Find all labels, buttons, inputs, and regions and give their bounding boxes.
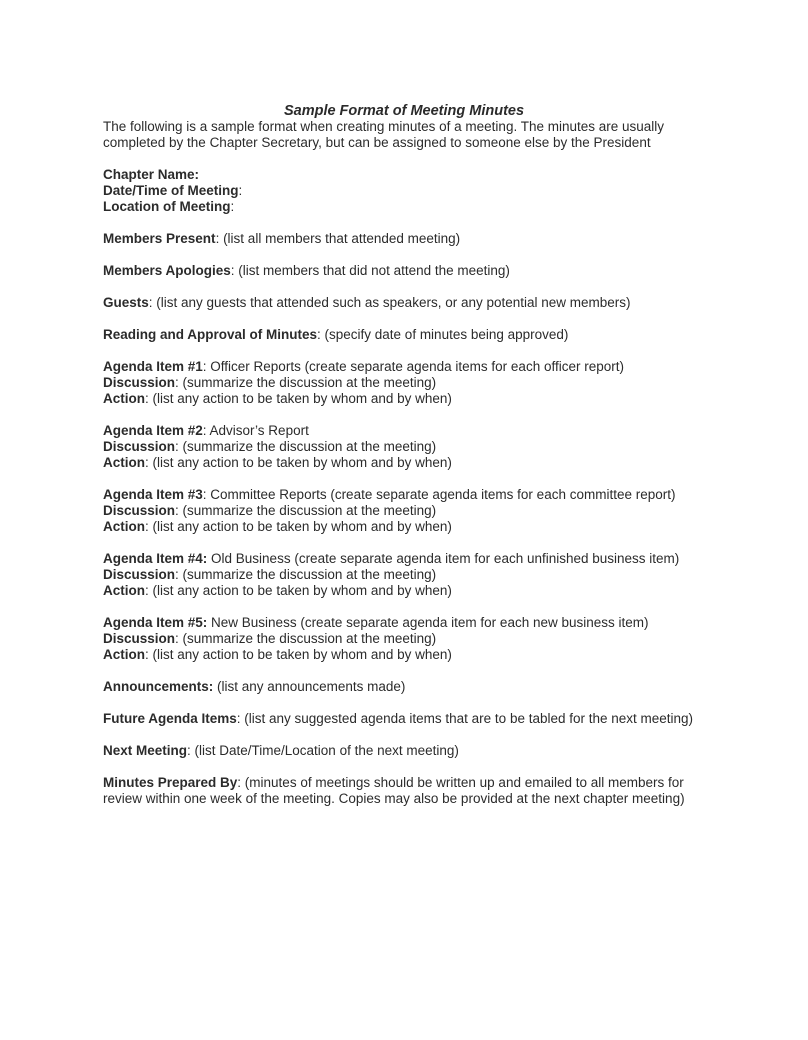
doc-line [103, 231, 705, 247]
field-text: : (summarize the discussion at the meeting) [175, 631, 437, 646]
section-members-apologies [103, 263, 705, 279]
field-text: : (list any suggested agenda items that are to be tabled for the next meeting) [236, 711, 694, 726]
doc-line [103, 583, 705, 599]
section-future-agenda-items [103, 711, 705, 727]
field-text: (list any announcements made) [213, 679, 406, 694]
field-label: Action [103, 455, 145, 470]
doc-line [103, 263, 705, 279]
field-text: : (minutes of meetings should be written up and emailed to all members for review within one week of the meeting. Copies may also be provided at the next chapter meeting) [103, 775, 685, 806]
field-label: Action [103, 519, 145, 534]
field-label: Discussion [103, 439, 176, 454]
field-label: Reading and Approval of Minutes [103, 327, 318, 342]
doc-line [103, 631, 705, 647]
field-label: Action [103, 647, 145, 662]
field-label: Discussion [103, 503, 176, 518]
doc-line [103, 423, 705, 439]
section-next-meeting [103, 743, 705, 759]
field-text: : [230, 199, 235, 214]
doc-line [103, 775, 705, 807]
doc-line [103, 487, 705, 503]
field-text: : (list all members that attended meeting) [215, 231, 461, 246]
field-text: : Committee Reports (create separate agenda items for each committee report) [202, 487, 676, 502]
doc-line [103, 439, 705, 455]
field-text: : (summarize the discussion at the meeting) [175, 439, 437, 454]
doc-line [103, 567, 705, 583]
field-label: Chapter Name: [103, 167, 200, 182]
doc-line [103, 359, 705, 375]
section-minutes-prepared-by [103, 775, 705, 807]
field-text: : (list any action to be taken by whom and by when) [145, 519, 452, 534]
field-text: : (list members that did not attend the meeting) [230, 263, 510, 278]
field-label: Agenda Item #2 [103, 423, 203, 438]
field-label: Action [103, 391, 145, 406]
field-label: Action [103, 583, 145, 598]
field-label: Discussion [103, 631, 176, 646]
field-text: : Advisor’s Report [202, 423, 309, 438]
doc-line [103, 711, 705, 727]
field-label: Location of Meeting [103, 199, 231, 214]
field-text: : Officer Reports (create separate agenda items for each officer report) [202, 359, 624, 374]
field-text: : (list any guests that attended such as speakers, or any potential new members) [148, 295, 631, 310]
field-label: Agenda Item #1 [103, 359, 203, 374]
field-text: : (summarize the discussion at the meeting) [175, 503, 437, 518]
page-title: Sample Format of Meeting Minutes [283, 103, 525, 119]
field-label: Members Present [103, 231, 216, 246]
doc-line [103, 375, 705, 391]
field-label: Minutes Prepared By [103, 775, 238, 790]
doc-line [103, 391, 705, 407]
doc-line [103, 167, 705, 183]
field-text: : (list any action to be taken by whom and by when) [145, 391, 452, 406]
field-text: : (summarize the discussion at the meeting) [175, 375, 437, 390]
field-label: Guests [103, 295, 149, 310]
section-agenda-item-3 [103, 487, 705, 535]
section-agenda-item-2 [103, 423, 705, 471]
field-label: Next Meeting [103, 743, 188, 758]
doc-line [103, 455, 705, 471]
doc-line [103, 519, 705, 535]
field-text: : (specify date of minutes being approved) [317, 327, 569, 342]
field-text: Old Business (create separate agenda item for each unfinished business item) [207, 551, 680, 566]
field-label: Members Apologies [103, 263, 231, 278]
doc-line [103, 327, 705, 343]
field-label: Agenda Item #4: [103, 551, 208, 566]
doc-line [103, 615, 705, 631]
field-text: : (list any action to be taken by whom and by when) [145, 583, 452, 598]
doc-line [103, 199, 705, 215]
field-text: : (list any action to be taken by whom and by when) [145, 455, 452, 470]
field-label: Agenda Item #3 [103, 487, 203, 502]
intro-paragraph: The following is a sample format when creating minutes of a meeting. The minutes are usually completed by the Chapter Secretary, but can be assigned to someone else by the President [103, 119, 665, 150]
field-text: : [238, 183, 243, 198]
doc-line [103, 295, 705, 311]
section-reading-and-approval [103, 327, 705, 343]
section-members-present [103, 231, 705, 247]
doc-line [103, 551, 705, 567]
field-text: : (summarize the discussion at the meeting) [175, 567, 437, 582]
field-text: : (list any action to be taken by whom and by when) [145, 647, 452, 662]
section-agenda-item-1 [103, 359, 705, 407]
section-header-fields [103, 167, 705, 215]
section-agenda-item-5 [103, 615, 705, 663]
field-label: Date/Time of Meeting [103, 183, 239, 198]
field-label: Announcements: [103, 679, 214, 694]
section-agenda-item-4 [103, 551, 705, 599]
field-label: Agenda Item #5: [103, 615, 208, 630]
field-text: : (list Date/Time/Location of the next meeting) [187, 743, 459, 758]
doc-line [103, 743, 705, 759]
field-text: New Business (create separate agenda item for each new business item) [207, 615, 649, 630]
doc-line [103, 183, 705, 199]
section-guests [103, 295, 705, 311]
field-label: Discussion [103, 567, 176, 582]
field-label: Discussion [103, 375, 176, 390]
doc-line [103, 679, 705, 695]
doc-line [103, 503, 705, 519]
field-label: Future Agenda Items [103, 711, 237, 726]
doc-line [103, 647, 705, 663]
section-announcements [103, 679, 705, 695]
